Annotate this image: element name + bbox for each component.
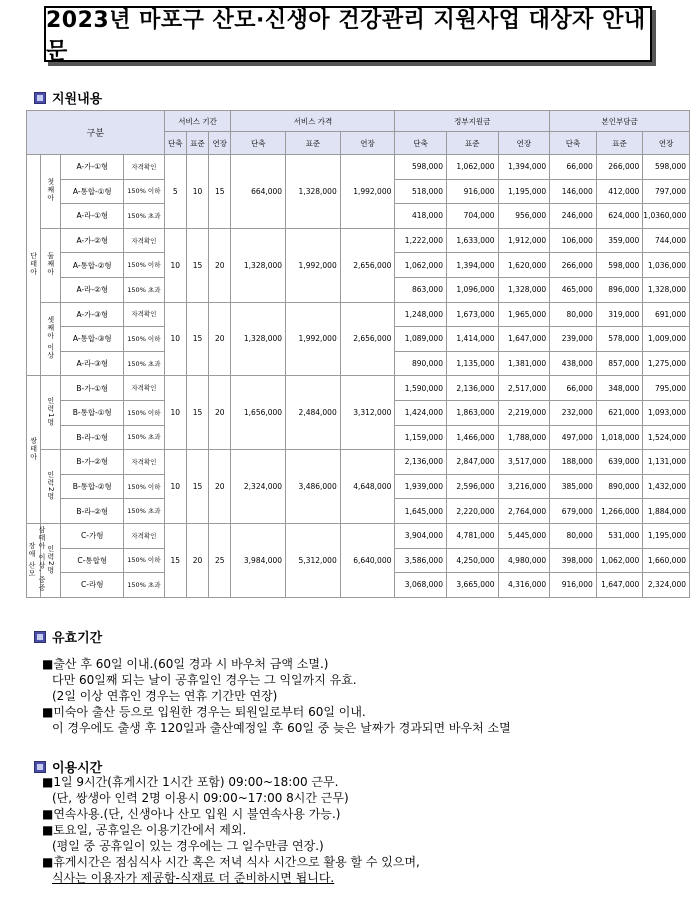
service-price: 1,328,000: [231, 302, 286, 376]
self-pay-value: 266,000: [596, 155, 643, 180]
validity-text: [42, 656, 511, 736]
validity-line: ■미숙아 출산 등으로 입원한 경우는 퇴원일로부터 60일 이내.: [42, 705, 366, 719]
gov-support-value: 956,000: [498, 204, 550, 229]
voucher-type: B-가-①형: [61, 376, 124, 401]
eligibility-note: 자격확인: [124, 450, 165, 475]
gov-support-value: 2,136,000: [395, 450, 447, 475]
voucher-type: A-라-②형: [61, 277, 124, 302]
group-label-cell: [27, 376, 41, 524]
self-pay-value: 1,036,000: [643, 253, 690, 278]
gov-support-value: 3,665,000: [446, 573, 498, 598]
gov-support-value: 3,216,000: [498, 474, 550, 499]
self-pay-value: 497,000: [550, 425, 597, 450]
eligibility-note: 자격확인: [124, 155, 165, 180]
gov-support-value: 1,620,000: [498, 253, 550, 278]
gov-support-value: 1,394,000: [498, 155, 550, 180]
subheader-extended: 연장: [498, 132, 550, 155]
service-days: 15: [186, 302, 208, 376]
subheader-extended: 연장: [643, 132, 690, 155]
gov-support-value: 3,517,000: [498, 450, 550, 475]
service-price: 4,648,000: [340, 450, 395, 524]
self-pay-value: 80,000: [550, 302, 597, 327]
bullet-square-icon: [34, 92, 46, 104]
service-price: 2,656,000: [340, 302, 395, 376]
self-pay-value: 857,000: [596, 351, 643, 376]
self-pay-value: 1,009,000: [643, 327, 690, 352]
gov-support-value: 704,000: [446, 204, 498, 229]
validity-line: 다만 60일째 되는 날이 공휴일인 경우는 그 익일까지 유효.: [52, 673, 357, 687]
gov-support-value: 1,466,000: [446, 425, 498, 450]
subheader-extended: 연장: [340, 132, 395, 155]
header-gov-support: 정부지원금: [395, 111, 550, 132]
hours-line: ■휴게시간은 점심식사 시간 혹은 저녁 식사 시간으로 활용 할 수 있으며,: [42, 855, 420, 869]
self-pay-value: 438,000: [550, 351, 597, 376]
self-pay-value: 744,000: [643, 228, 690, 253]
self-pay-value: 80,000: [550, 523, 597, 548]
self-pay-value: 1,884,000: [643, 499, 690, 524]
table-body: [27, 155, 690, 598]
eligibility-note: 150% 초과: [124, 425, 165, 450]
gov-support-value: 1,863,000: [446, 400, 498, 425]
gov-support-value: 890,000: [395, 351, 447, 376]
section-support-heading: [34, 88, 102, 107]
self-pay-value: 890,000: [596, 474, 643, 499]
subheader-standard: 표준: [186, 132, 208, 155]
service-days: 5: [164, 155, 186, 229]
self-pay-value: 679,000: [550, 499, 597, 524]
subgroup-label: 둘째아: [46, 252, 55, 277]
section-hours-label: 이용시간: [52, 761, 103, 776]
gov-support-value: 863,000: [395, 277, 447, 302]
self-pay-value: 621,000: [596, 400, 643, 425]
eligibility-note: 자격확인: [124, 523, 165, 548]
self-pay-value: 578,000: [596, 327, 643, 352]
self-pay-value: 188,000: [550, 450, 597, 475]
gov-support-value: 1,633,000: [446, 228, 498, 253]
eligibility-note: 150% 이하: [124, 548, 165, 573]
table-row: [27, 228, 690, 253]
self-pay-value: 266,000: [550, 253, 597, 278]
eligibility-note: 150% 초과: [124, 499, 165, 524]
service-days: 25: [209, 523, 231, 597]
self-pay-value: 1,018,000: [596, 425, 643, 450]
hours-text: [42, 774, 420, 886]
service-days: 10: [164, 302, 186, 376]
service-days: 10: [164, 228, 186, 302]
bullet-square-icon: [34, 631, 46, 643]
gov-support-value: 4,781,000: [446, 523, 498, 548]
table-row: [27, 302, 690, 327]
self-pay-value: 1,062,000: [596, 548, 643, 573]
self-pay-value: 1,093,000: [643, 400, 690, 425]
gov-support-value: 1,414,000: [446, 327, 498, 352]
gov-support-value: 1,394,000: [446, 253, 498, 278]
gov-support-value: 2,596,000: [446, 474, 498, 499]
header-service-price: 서비스 가격: [231, 111, 395, 132]
subheader-standard: 표준: [596, 132, 643, 155]
self-pay-value: 598,000: [643, 155, 690, 180]
self-pay-value: 639,000: [596, 450, 643, 475]
subgroup-label-cell: [41, 376, 61, 450]
subgroup-label: 셋째아 이상: [46, 316, 55, 360]
gov-support-value: 4,316,000: [498, 573, 550, 598]
group-label: 단태아: [29, 252, 38, 277]
hours-line: ■토요일, 공휴일은 이용기간에서 제외.: [42, 823, 247, 837]
service-days: 15: [209, 155, 231, 229]
section-validity-label: 유효기간: [52, 631, 103, 646]
hours-line: 식사는 이용자가 제공함-식재료 더 준비하시면 됩니다.: [52, 871, 335, 885]
subheader-standard: 표준: [446, 132, 498, 155]
service-price: 1,656,000: [231, 376, 286, 450]
self-pay-value: 598,000: [596, 253, 643, 278]
gov-support-value: 1,159,000: [395, 425, 447, 450]
eligibility-note: 150% 이하: [124, 327, 165, 352]
voucher-type: B-가-②형: [61, 450, 124, 475]
self-pay-value: 1,432,000: [643, 474, 690, 499]
self-pay-value: 1,131,000: [643, 450, 690, 475]
gov-support-value: 418,000: [395, 204, 447, 229]
voucher-type: A-통합-②형: [61, 253, 124, 278]
gov-support-value: 2,219,000: [498, 400, 550, 425]
subheader-extended: 연장: [209, 132, 231, 155]
subgroup-label-cell: [41, 450, 61, 524]
gov-support-value: 2,764,000: [498, 499, 550, 524]
service-days: 10: [164, 450, 186, 524]
eligibility-note: 150% 이하: [124, 179, 165, 204]
gov-support-value: 916,000: [446, 179, 498, 204]
service-days: 20: [209, 228, 231, 302]
service-days: 10: [164, 376, 186, 450]
subgroup-label: 인력2명: [46, 544, 55, 575]
validity-line: 이 경우에도 출생 후 120일과 출산예정일 후 60일 중 늦은 날짜가 경과되면 바우처 소멸: [52, 721, 511, 735]
self-pay-value: 106,000: [550, 228, 597, 253]
service-price: 3,984,000: [231, 523, 286, 597]
gov-support-value: 1,912,000: [498, 228, 550, 253]
service-price: 3,312,000: [340, 376, 395, 450]
group-label-cell: [27, 155, 41, 376]
voucher-type: B-라-②형: [61, 499, 124, 524]
self-pay-value: 624,000: [596, 204, 643, 229]
section-support-label: 지원내용: [52, 92, 103, 107]
group-label-cell: [27, 523, 46, 597]
gov-support-value: 1,381,000: [498, 351, 550, 376]
self-pay-value: 797,000: [643, 179, 690, 204]
eligibility-note: 150% 이하: [124, 253, 165, 278]
voucher-type: A-통합-③형: [61, 327, 124, 352]
self-pay-value: 691,000: [643, 302, 690, 327]
service-days: 10: [186, 155, 208, 229]
service-days: 20: [209, 302, 231, 376]
page-title: 2023년 마포구 산모·신생아 건강관리 지원사업 대상자 안내문: [46, 8, 646, 64]
table-row: [27, 450, 690, 475]
subheader-short: 단축: [164, 132, 186, 155]
voucher-type: A-라-①형: [61, 204, 124, 229]
validity-line: (2일 이상 연휴인 경우는 연휴 기간만 연장): [52, 689, 278, 703]
voucher-type: A-가-③형: [61, 302, 124, 327]
gov-support-value: 1,096,000: [446, 277, 498, 302]
gov-support-value: 1,939,000: [395, 474, 447, 499]
eligibility-note: 150% 초과: [124, 277, 165, 302]
table-row: [27, 376, 690, 401]
self-pay-value: 319,000: [596, 302, 643, 327]
service-price: 664,000: [231, 155, 286, 229]
voucher-type: C-통합형: [61, 548, 124, 573]
voucher-type: C-라형: [61, 573, 124, 598]
self-pay-value: 348,000: [596, 376, 643, 401]
self-pay-value: 1,647,000: [596, 573, 643, 598]
gov-support-value: 598,000: [395, 155, 447, 180]
service-days: 15: [186, 228, 208, 302]
gov-support-value: 1,673,000: [446, 302, 498, 327]
eligibility-note: 자격확인: [124, 376, 165, 401]
self-pay-value: 1,266,000: [596, 499, 643, 524]
self-pay-value: 1,275,000: [643, 351, 690, 376]
gov-support-value: 1,248,000: [395, 302, 447, 327]
self-pay-value: 1,524,000: [643, 425, 690, 450]
gov-support-value: 1,222,000: [395, 228, 447, 253]
eligibility-note: 자격확인: [124, 228, 165, 253]
eligibility-note: 150% 이하: [124, 474, 165, 499]
voucher-type: A-통합-①형: [61, 179, 124, 204]
self-pay-value: 1,0360,000: [643, 204, 690, 229]
self-pay-value: 146,000: [550, 179, 597, 204]
service-price: 1,992,000: [286, 302, 341, 376]
subheader-short: 단축: [231, 132, 286, 155]
eligibility-note: 150% 이하: [124, 400, 165, 425]
gov-support-value: 1,590,000: [395, 376, 447, 401]
gov-support-value: 2,136,000: [446, 376, 498, 401]
self-pay-value: 246,000: [550, 204, 597, 229]
subheader-short: 단축: [550, 132, 597, 155]
hours-line: (평일 중 공휴일이 있는 경우에는 그 일수만큼 연장.): [52, 839, 324, 853]
section-validity-heading: [34, 627, 102, 646]
gov-support-value: 3,904,000: [395, 523, 447, 548]
subgroup-label: 인력1명: [46, 397, 55, 427]
voucher-type: A-가-②형: [61, 228, 124, 253]
service-price: 2,324,000: [231, 450, 286, 524]
self-pay-value: 1,328,000: [643, 277, 690, 302]
gov-support-value: 1,062,000: [395, 253, 447, 278]
gov-support-value: 1,195,000: [498, 179, 550, 204]
gov-support-value: 2,517,000: [498, 376, 550, 401]
self-pay-value: 66,000: [550, 376, 597, 401]
eligibility-note: 자격확인: [124, 302, 165, 327]
subgroup-label-cell: [41, 302, 61, 376]
gov-support-value: 1,135,000: [446, 351, 498, 376]
gov-support-value: 1,645,000: [395, 499, 447, 524]
hours-line: ■1일 9시간(휴게시간 1시간 포함) 09:00~18:00 근무.: [42, 775, 339, 789]
table-row: [27, 155, 690, 180]
self-pay-value: 896,000: [596, 277, 643, 302]
gov-support-value: 2,847,000: [446, 450, 498, 475]
self-pay-value: 385,000: [550, 474, 597, 499]
self-pay-value: 916,000: [550, 573, 597, 598]
service-days: 20: [209, 376, 231, 450]
service-price: 1,992,000: [340, 155, 395, 229]
self-pay-value: 465,000: [550, 277, 597, 302]
gov-support-value: 1,788,000: [498, 425, 550, 450]
group-label: 쌍태아: [29, 436, 38, 461]
service-price: 3,486,000: [286, 450, 341, 524]
voucher-type: B-통합-①형: [61, 400, 124, 425]
service-days: 15: [164, 523, 186, 597]
gov-support-value: 518,000: [395, 179, 447, 204]
hours-line: (단, 쌍생아 인력 2명 이용시 09:00~17:00 8시간 근무): [52, 791, 349, 805]
gov-support-value: 2,220,000: [446, 499, 498, 524]
self-pay-value: 412,000: [596, 179, 643, 204]
voucher-type: A-라-③형: [61, 351, 124, 376]
service-days: 15: [186, 450, 208, 524]
table-row: [27, 523, 690, 548]
self-pay-value: 398,000: [550, 548, 597, 573]
header-service-period: 서비스 기간: [164, 111, 231, 132]
self-pay-value: 232,000: [550, 400, 597, 425]
gov-support-value: 5,445,000: [498, 523, 550, 548]
support-table: [26, 110, 690, 598]
gov-support-value: 1,647,000: [498, 327, 550, 352]
self-pay-value: 359,000: [596, 228, 643, 253]
gov-support-value: 1,424,000: [395, 400, 447, 425]
service-days: 20: [209, 450, 231, 524]
voucher-type: B-통합-②형: [61, 474, 124, 499]
self-pay-value: 1,195,000: [643, 523, 690, 548]
self-pay-value: 531,000: [596, 523, 643, 548]
gov-support-value: 1,062,000: [446, 155, 498, 180]
voucher-type: B-라-①형: [61, 425, 124, 450]
service-price: 5,312,000: [286, 523, 341, 597]
service-price: 2,484,000: [286, 376, 341, 450]
gov-support-value: 1,328,000: [498, 277, 550, 302]
gov-support-value: 4,250,000: [446, 548, 498, 573]
voucher-type: C-가형: [61, 523, 124, 548]
eligibility-note: 150% 초과: [124, 204, 165, 229]
service-price: 1,992,000: [286, 228, 341, 302]
page-title-box: [44, 6, 652, 62]
service-price: 2,656,000: [340, 228, 395, 302]
service-days: 20: [186, 523, 208, 597]
self-pay-value: 1,660,000: [643, 548, 690, 573]
gov-support-value: 1,965,000: [498, 302, 550, 327]
gov-support-value: 4,980,000: [498, 548, 550, 573]
self-pay-value: 239,000: [550, 327, 597, 352]
self-pay-value: 795,000: [643, 376, 690, 401]
service-price: 1,328,000: [231, 228, 286, 302]
subgroup-label-cell: [41, 155, 61, 229]
gov-support-value: 1,089,000: [395, 327, 447, 352]
subgroup-label-cell: [41, 228, 61, 302]
gov-support-value: 3,586,000: [395, 548, 447, 573]
subheader-short: 단축: [395, 132, 447, 155]
gov-support-value: 3,068,000: [395, 573, 447, 598]
service-price: 1,328,000: [286, 155, 341, 229]
validity-line: ■출산 후 60일 이내.(60일 경과 시 바우처 금액 소멸.): [42, 657, 329, 671]
header-category: 구분: [27, 111, 165, 155]
group-label: 삼태아 이상, 중증 장애 산모: [28, 526, 46, 593]
service-price: 6,640,000: [340, 523, 395, 597]
subheader-standard: 표준: [286, 132, 341, 155]
self-pay-value: 66,000: [550, 155, 597, 180]
service-days: 15: [186, 376, 208, 450]
subgroup-label: 인력2명: [46, 470, 55, 501]
self-pay-value: 2,324,000: [643, 573, 690, 598]
hours-line: ■연속사용.(단, 신생아나 산모 입원 시 불연속사용 가능.): [42, 807, 341, 821]
header-self-pay: 본인부담금: [550, 111, 690, 132]
eligibility-note: 150% 초과: [124, 573, 165, 598]
voucher-type: A-가-①형: [61, 155, 124, 180]
bullet-square-icon: [34, 761, 46, 773]
subgroup-label: 첫째아: [46, 178, 55, 203]
eligibility-note: 150% 초과: [124, 351, 165, 376]
